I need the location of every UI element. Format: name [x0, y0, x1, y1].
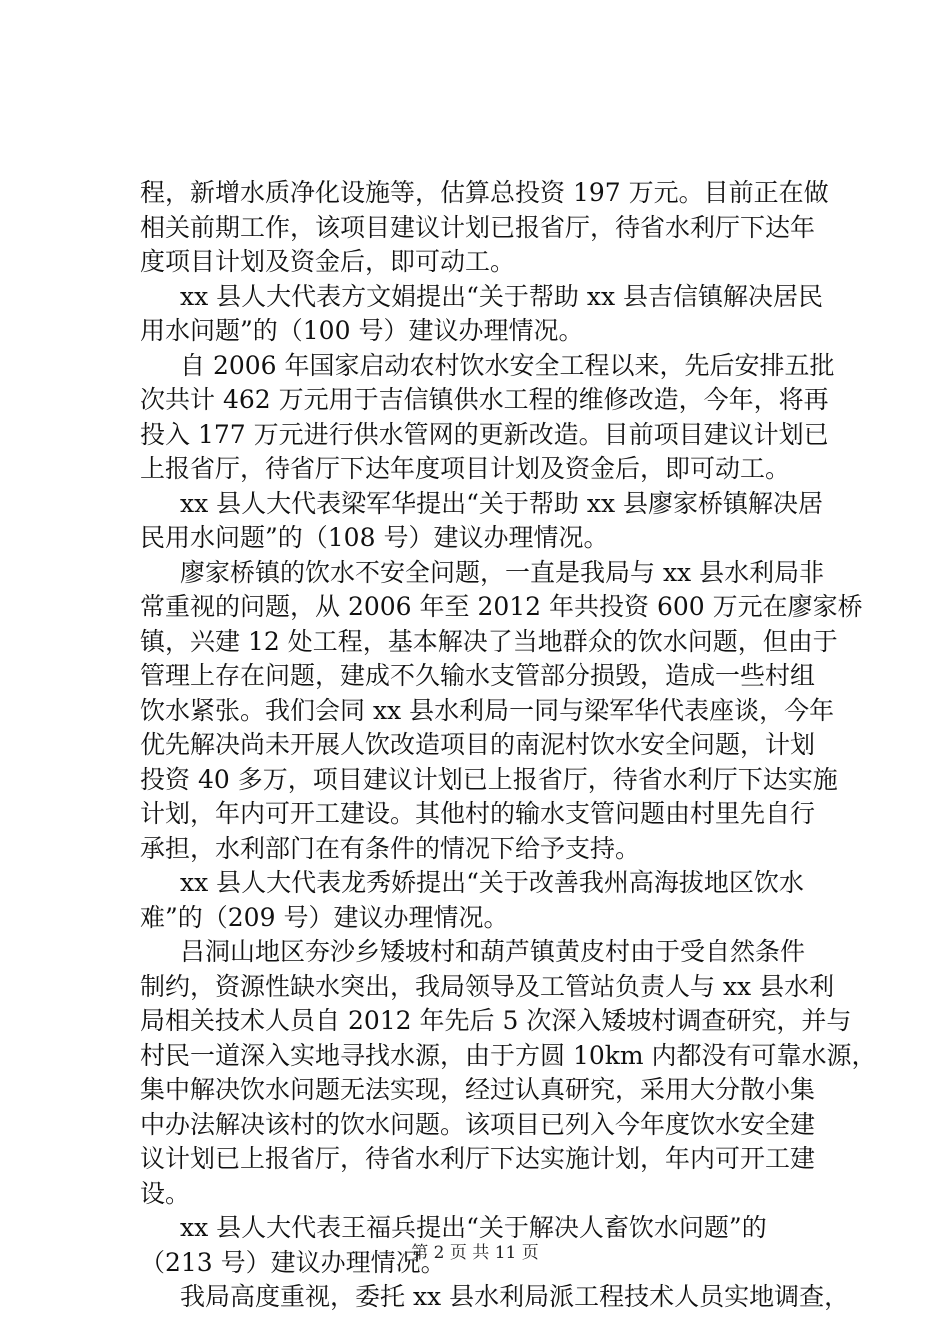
text-line: 投入 177 万元进行供水管网的更新改造。目前项目建议计划已: [140, 419, 829, 449]
text-line: 局相关技术人员自 2012 年先后 5 次深入矮坡村调查研究，并与: [140, 1006, 852, 1035]
text-line: 中办法解决该村的饮水问题。该项目已列入今年度饮水安全建: [140, 1109, 816, 1139]
text-line: 难”的（209 号）建议办理情况。: [140, 902, 509, 932]
text-line: 程，新增水质净化设施等，估算总投资 197 万元。目前正在做: [140, 178, 829, 207]
text-line: （213 号）建议办理情况。: [140, 1247, 446, 1277]
paragraph-first-line: 自 2006 年国家启动农村饮水安全工程以来，先后安排五批: [180, 350, 835, 380]
text-line: 集中解决饮水问题无法实现，经过认真研究，采用大分散小集: [140, 1075, 816, 1104]
text-line: 相关前期工作，该项目建议计划已报省厅，待省水利厅下达年: [140, 212, 816, 242]
text-line: 次共计 462 万元用于吉信镇供水工程的维修改造，今年，将再: [140, 385, 829, 414]
paragraph-first-line: 廖家桥镇的饮水不安全问题，一直是我局与 xx 县水利局非: [180, 557, 825, 587]
text-line: 设。: [140, 1178, 191, 1208]
text-line: 用水问题”的（100 号）建议办理情况。: [140, 316, 584, 345]
text-line: 承担，水利部门在有条件的情况下给予支持。: [140, 833, 641, 863]
text-line: 上报省厅，待省厅下达年度项目计划及资金后，即可动工。: [140, 454, 791, 483]
text-line: 村民一道深入实地寻找水源，由于方圆 10km 内都没有可靠水源，: [140, 1040, 877, 1070]
text-line: 镇，兴建 12 处工程，基本解决了当地群众的饮水问题，但由于: [140, 626, 838, 656]
text-line: 投资 40 多万，项目建议计划已上报省厅，待省水利厅下达实施: [140, 764, 838, 794]
paragraph-first-line: xx 县人大代表龙秀娇提出“关于改善我州高海拔地区饮水: [180, 868, 804, 897]
text-line: 制约，资源性缺水突出，我局领导及工管站负责人与 xx 县水利: [140, 971, 835, 1001]
text-line: 度项目计划及资金后，即可动工。: [140, 247, 516, 276]
paragraph-first-line: xx 县人大代表王福兵提出“关于解决人畜饮水问题”的: [180, 1213, 767, 1242]
paragraph-first-line: xx 县人大代表梁军华提出“关于帮助 xx 县廖家桥镇解决居: [180, 488, 824, 518]
text-line: 计划，年内可开工建设。其他村的输水支管问题由村里先自行: [140, 799, 816, 828]
document-body: [140, 176, 877, 1315]
text-line: 民用水问题”的（108 号）建议办理情况。: [140, 523, 609, 552]
text-line: 议计划已上报省厅，待省水利厅下达实施计划，年内可开工建: [140, 1144, 816, 1173]
paragraph-first-line: 吕洞山地区夯沙乡矮坡村和葫芦镇黄皮村由于受自然条件: [180, 937, 806, 966]
page-footer: 第 2 页 共 11 页: [411, 1243, 539, 1263]
text-line: 常重视的问题，从 2006 年至 2012 年共投资 600 万元在廖家桥: [140, 592, 863, 621]
paragraph-first-line: xx 县人大代表方文娟提出“关于帮助 xx 县吉信镇解决居民: [180, 281, 824, 311]
text-line: 管理上存在问题，建成不久输水支管部分损毁，造成一些村组: [140, 661, 816, 690]
paragraph-first-line: 我局高度重视，委托 xx 县水利局派工程技术人员实地调查，: [180, 1282, 850, 1311]
text-line: 优先解决尚未开展人饮改造项目的南泥村饮水安全问题，计划: [140, 730, 816, 759]
text-line: 饮水紧张。我们会同 xx 县水利局一同与梁军华代表座谈，今年: [140, 695, 835, 725]
